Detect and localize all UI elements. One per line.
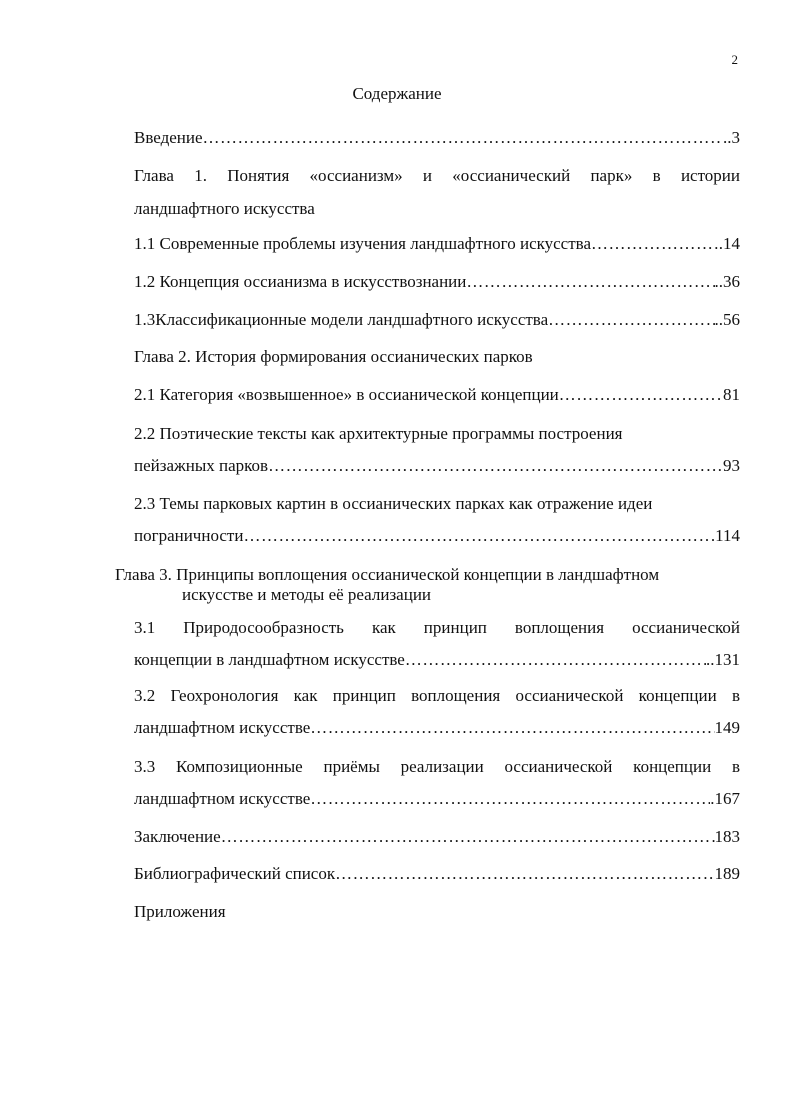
toc-entry-text: 1.2 Концепция оссианизма в искусствознании [134,272,467,291]
toc-chapter-3 [115,565,740,605]
toc-entry-text: пейзажных парков [134,456,269,475]
dot-leader [466,272,714,292]
toc-chapter-3-line2: искусстве и методы её реализации [182,585,432,604]
toc-entry-text: 1.3Классификационные модели ландшафтного искусства [134,310,549,329]
toc-entry-3-1-line1: 3.1 Природосообразность как принцип воплощения оссианической [134,618,740,637]
dot-leader [310,789,710,809]
toc-chapter-2: Глава 2. История формирования оссианических парков [134,347,533,366]
toc-entry-page: 189 [714,864,740,883]
toc-entry-page: ..36 [714,272,740,291]
toc-entry-text: концепции в ландшафтном искусстве [134,650,405,669]
toc-entry-2-1 [134,385,740,405]
dot-leader [591,234,719,254]
toc-entry-text: ландшафтном искусстве [134,718,311,737]
dot-leader [548,310,714,330]
toc-entry-text: 2.1 Категория «возвышенное» в оссианической концепции [134,385,559,404]
toc-entry-page: .167 [710,789,740,808]
toc-entry-page: ..131 [706,650,740,669]
toc-entry-3-2-line2 [134,718,740,738]
toc-entry-3-3-line2 [134,789,740,809]
toc-entry-bibliography [134,864,740,884]
toc-entry-3-3-line1: 3.3 Композиционные приёмы реализации оссианической концепции в [134,757,740,776]
dot-leader [335,864,714,884]
toc-entry-text: 1.1 Современные проблемы изучения ландшафтного искусства [134,234,592,253]
page-number: 2 [731,52,738,67]
dot-leader [559,385,723,405]
toc-chapter-3-line1: Глава 3. Принципы воплощения оссианической концепции в ландшафтном [115,565,660,584]
toc-entry-page: 149 [714,718,740,737]
toc-entry-1-3 [134,310,740,330]
toc-entry-text: пограничности [134,526,244,545]
toc-entry-page: 183 [714,827,740,846]
toc-entry-page: .114 [710,526,740,545]
toc-entry-page: 93 [723,456,740,475]
toc-entry-2-3-line2 [134,526,740,546]
dot-leader [310,718,714,738]
toc-entry-2-2-line2 [134,456,740,476]
dot-leader [203,128,723,148]
toc-entry-page: .14 [718,234,740,253]
toc-entry-3-2-line1: 3.2 Геохронология как принцип воплощения оссианической концепции в [134,686,740,705]
toc-entry-conclusion [134,827,740,847]
toc-chapter-1-line1: Глава 1. Понятия «оссианизм» и «оссианический парк» в истории [134,166,740,185]
toc-entry-2-3-line1: 2.3 Темы парковых картин в оссианических парках как отражение идеи [134,494,653,513]
toc-entry-appendix: Приложения [134,902,226,921]
toc-entry-3-1-line2 [134,650,740,670]
toc-entry-text: Заключение [134,827,221,846]
toc-entry-1-2 [134,272,740,292]
toc-entry-page: 81 [723,385,740,404]
dot-leader [221,827,715,847]
toc-entry-1-1 [134,234,740,254]
toc-entry-text: ландшафтном искусстве [134,789,311,808]
toc-entry-page: ..3 [723,128,740,147]
toc-entry-page: ..56 [714,310,740,329]
dot-leader [405,650,706,670]
toc-entry-text: Библиографический список [134,864,336,883]
dot-leader [243,526,710,546]
toc-entry-text: Введение [134,128,203,147]
dot-leader [268,456,723,476]
toc-chapter-1-line2: ландшафтного искусства [134,199,315,218]
toc-entry-2-2-line1: 2.2 Поэтические тексты как архитектурные программы построения [134,424,623,443]
toc-title: Содержание [352,84,442,103]
toc-entry-intro [134,128,740,148]
